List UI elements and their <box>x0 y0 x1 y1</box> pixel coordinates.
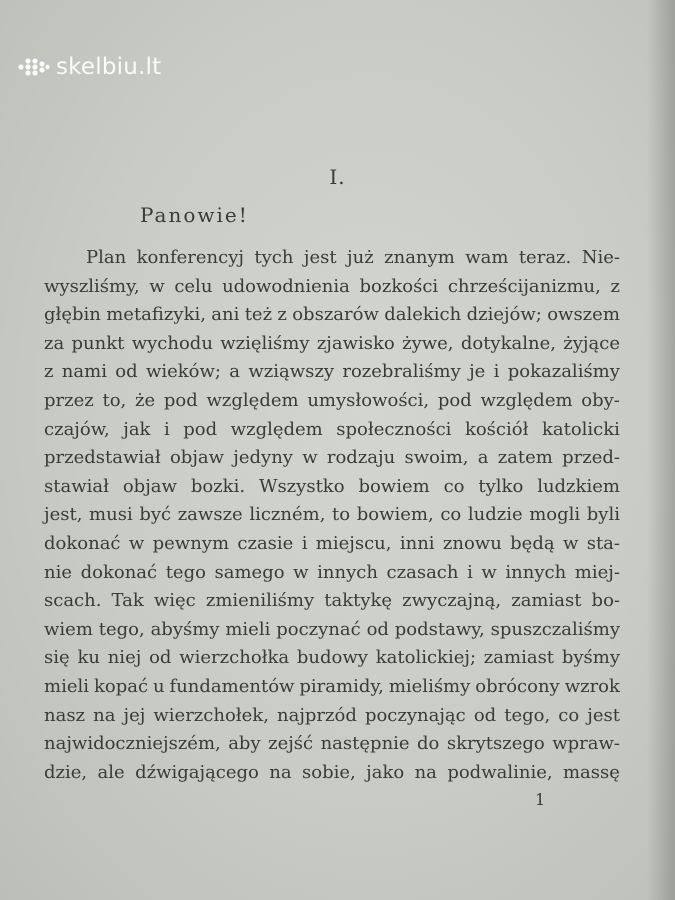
text-line: najwidoczniejszém, aby zejść następnie do skrytszego wpraw- <box>44 733 620 755</box>
text-line: przez to, że pod względem umysłowości, pod względem oby- <box>44 389 620 411</box>
text-line: jest, musi być zawsze liczném, to bowiem, co ludzie mogli byli <box>44 504 620 526</box>
text-line: czajów, jak i pod względem społeczności kościół katolicki <box>44 418 620 440</box>
text-line: mieli kopać u fundamentów piramidy, mieliśmy obrócony wzrok <box>44 675 620 697</box>
text-line: scach. Tak więc zmieniliśmy taktykę zwyczajną, zamiast bo- <box>44 590 620 612</box>
text-line: Plan konferencyj tych jest już znanym wam teraz. Nie- <box>86 247 620 268</box>
site-watermark <box>16 54 161 80</box>
dots-logo-icon <box>16 57 50 77</box>
text-line: wyszliśmy, w celu udowodnienia bozkości chrześcijanizmu, z <box>44 275 620 297</box>
text-line: dokonać w pewnym czasie i miejscu, inni znowu będą w sta- <box>44 532 620 554</box>
text-line: głębin metafizyki, ani też z obszarów dalekich dziejów; owszem <box>44 304 620 326</box>
text-line: przedstawiał objaw jedyny w rodzaju swoim, a zatem przed- <box>44 447 620 469</box>
text-line: dzie, ale dźwigającego na sobie, jako na podwalinie, massę <box>44 761 620 783</box>
text-line: nie dokonać tego samego w innych czasach i w innych miej- <box>44 561 620 583</box>
body-text <box>44 244 620 787</box>
watermark-text: skelbiu.lt <box>56 54 162 80</box>
text-line: z nami od wieków; a wziąwszy rozebraliśmy je i pokazaliśmy <box>44 361 620 383</box>
page-number: 1 <box>535 790 546 809</box>
text-line: za punkt wychodu wzięliśmy zjawisko żywe, dotykalne, żyjące <box>44 332 620 354</box>
text-line: wiem tego, abyśmy mieli poczynać od podstawy, spuszczaliśmy <box>44 618 620 640</box>
salutation: Panowie! <box>140 203 249 227</box>
text-line: stawiał objaw bozki. Wszystko bowiem co tylko ludzkiem <box>44 475 620 497</box>
text-line: się ku niej od wierzchołka budowy katolickiej; zamiast byśmy <box>44 647 620 669</box>
text-line: nasz na jej wierzchołek, najprzód poczynając od tego, co jest <box>44 704 620 726</box>
chapter-number: I. <box>329 165 346 189</box>
